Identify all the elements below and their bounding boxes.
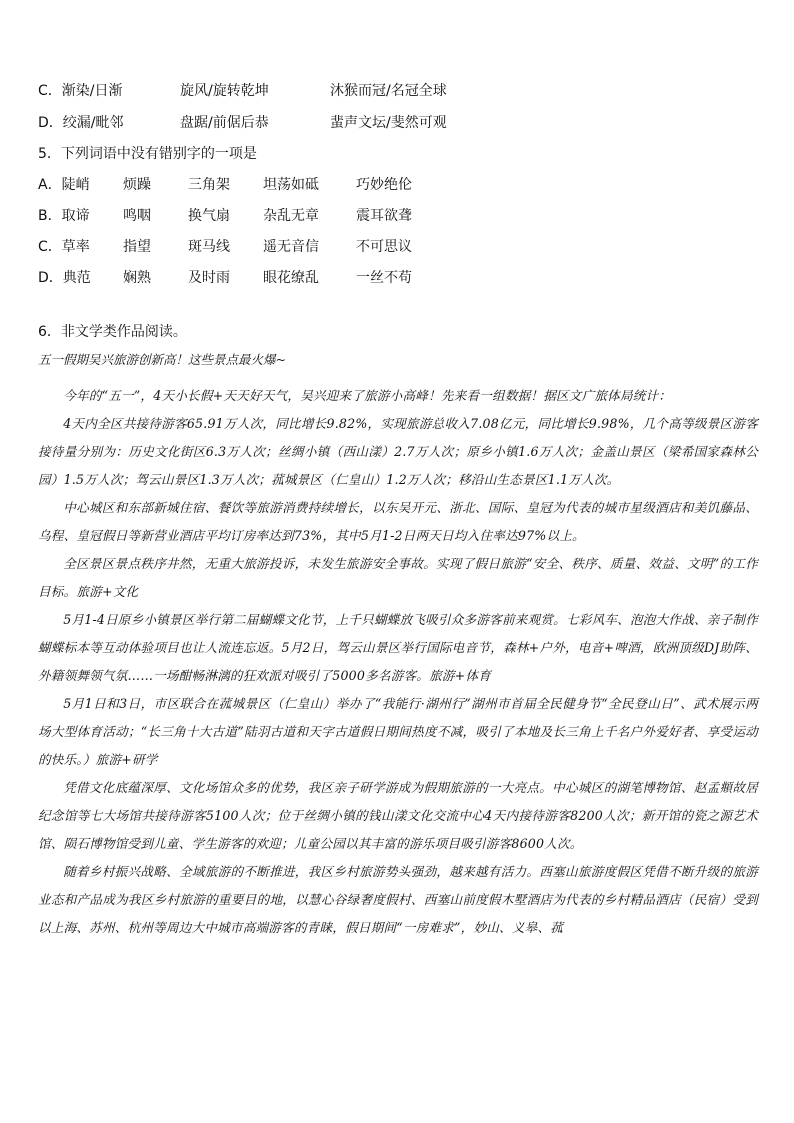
article-paragraph: 凭借文化底蕴深厚、文化场馆众多的优势，我区亲子研学游成为假期旅游的一大亮点。中心城区的湖笔博物馆、赵孟頫故居纪念馆等七大场馆共接待游客5100人次；位于丝绸小镇的钱山漾文化交流中心4天内接待游客8200人次；新开馆的瓷之源艺术馆、陨石博物馆受到儿童、学生游客的欢迎；儿童公园以其丰富的游乐项目吸引游客8600人次。 [38,780,758,851]
article-paragraph: 全区景区景点秩序井然，无重大旅游投诉，未发生旅游安全事故。实现了假日旅游“安全、秩序、质量、效益、文明”的工作目标。旅游+文化 [38,556,758,599]
option-pair-b: 旋风/旋转乾坤 [180,83,269,99]
word-4: 一丝不苟 [356,270,412,286]
word-1: 鸣咽 [123,208,151,224]
article-paragraph: 今年的“五一”，4天小长假+天天好天气，吴兴迎来了旅游小高峰！先来看一组数据！据区文广旅体局统计： [63,388,672,403]
option-pair-b: 盘踞/前倨后恭 [180,115,269,131]
word-1: 指望 [123,239,151,255]
option-label: C．草率 [38,239,90,255]
word-3: 坦荡如砥 [263,177,319,193]
question-5-title: 5．下列词语中没有错别字的一项是 [38,146,257,162]
word-4: 震耳欲聋 [356,208,412,224]
article-paragraph: 4天内全区共接待游客65.91万人次，同比增长9.82%，实现旅游总收入7.08亿元，同比增长9.98%，几个高等级景区游客接待量分别为：历史文化街区6.3万人次；丝绸小镇（西山漾）2.7万人次；原乡小镇1.6万人次；金盖山景区（梁希国家森林公园）1.5万人次；驾云山景区1.3万人次；菰城景区（仁皇山）1.2万人次；移沿山生态景区1.1万人次。 [38,416,758,487]
article-paragraph: 5月1日和3日，市区联合在菰城景区（仁皇山）举办了“我能行·湖州行”湖州市首届全民健身节“全民登山日”、武术展示两场大型体育活动；“长三角十大古道”陆羽古道和天字古道假日期间热度不减，吸引了本地及长三角上千名户外爱好者、享受运动的快乐。）旅游+研学 [38,696,758,767]
option-label: B．取谛 [38,208,90,224]
word-4: 巧妙绝伦 [356,177,412,193]
article-paragraph: 中心城区和东部新城住宿、餐饮等旅游消费持续增长，以东吴开元、浙北、国际、皇冠为代表的城市星级酒店和美饥藤品、乌程、皇冠假日等新营业酒店平均订房率达到73%，其中5月1-2日两天日均入住率达97%以上。 [38,500,758,543]
option-pair-c: 蜚声文坛/斐然可观 [330,115,447,131]
word-4: 不可思议 [356,239,412,255]
question-6-title: 6．非文学类作品阅读。 [38,324,187,340]
option-label: C．渐染/日渐 [38,83,123,99]
word-3: 遥无音信 [263,239,319,255]
word-3: 杂乱无章 [263,208,319,224]
article-paragraph: 5月1-4日原乡小镇景区举行第二届蝴蝶文化节，上千只蝴蝶放飞吸引众多游客前来观赏。七彩风车、泡泡大作战、亲子制作蝴蝶标本等互动体验项目也让人流连忘返。5月2日，驾云山景区举行国际电音节，森林+户外，电音+啤酒，欧洲顶级DJ助阵、外籍领舞领气氛……一场酣畅淋漓的狂欢派对吸引了5000多名游客。旅游+体育 [38,612,758,683]
option-pair-c: 沐猴而冠/名冠全球 [330,83,447,99]
word-2: 换气扇 [188,208,230,224]
option-label: D．绞漏/毗邻 [38,115,124,131]
word-3: 眼花缭乱 [263,270,319,286]
word-1: 娴熟 [123,270,151,286]
word-1: 烦躁 [123,177,151,193]
word-2: 及时雨 [188,270,230,286]
article-title: 五一假期吴兴旅游创新高！这些景点最火爆~ [38,352,286,367]
option-label: A．陡峭 [38,177,90,193]
article-body [38,382,758,942]
word-2: 斑马线 [188,239,230,255]
article-paragraph: 随着乡村振兴战略、全域旅游的不断推进，我区乡村旅游势头强劲，越来越有活力。西塞山旅游度假区凭借不断升级的旅游业态和产品成为我区乡村旅游的重要目的地，以慧心谷绿奢度假村、西塞山前度假木墅酒店为代表的乡村精品酒店（民宿）受到以上海、苏州、杭州等周边大中城市高端游客的青睐，假日期间“一房难求”，妙山、义皋、菰 [38,864,758,935]
option-label: D．典范 [38,270,91,286]
word-2: 三角架 [188,177,230,193]
